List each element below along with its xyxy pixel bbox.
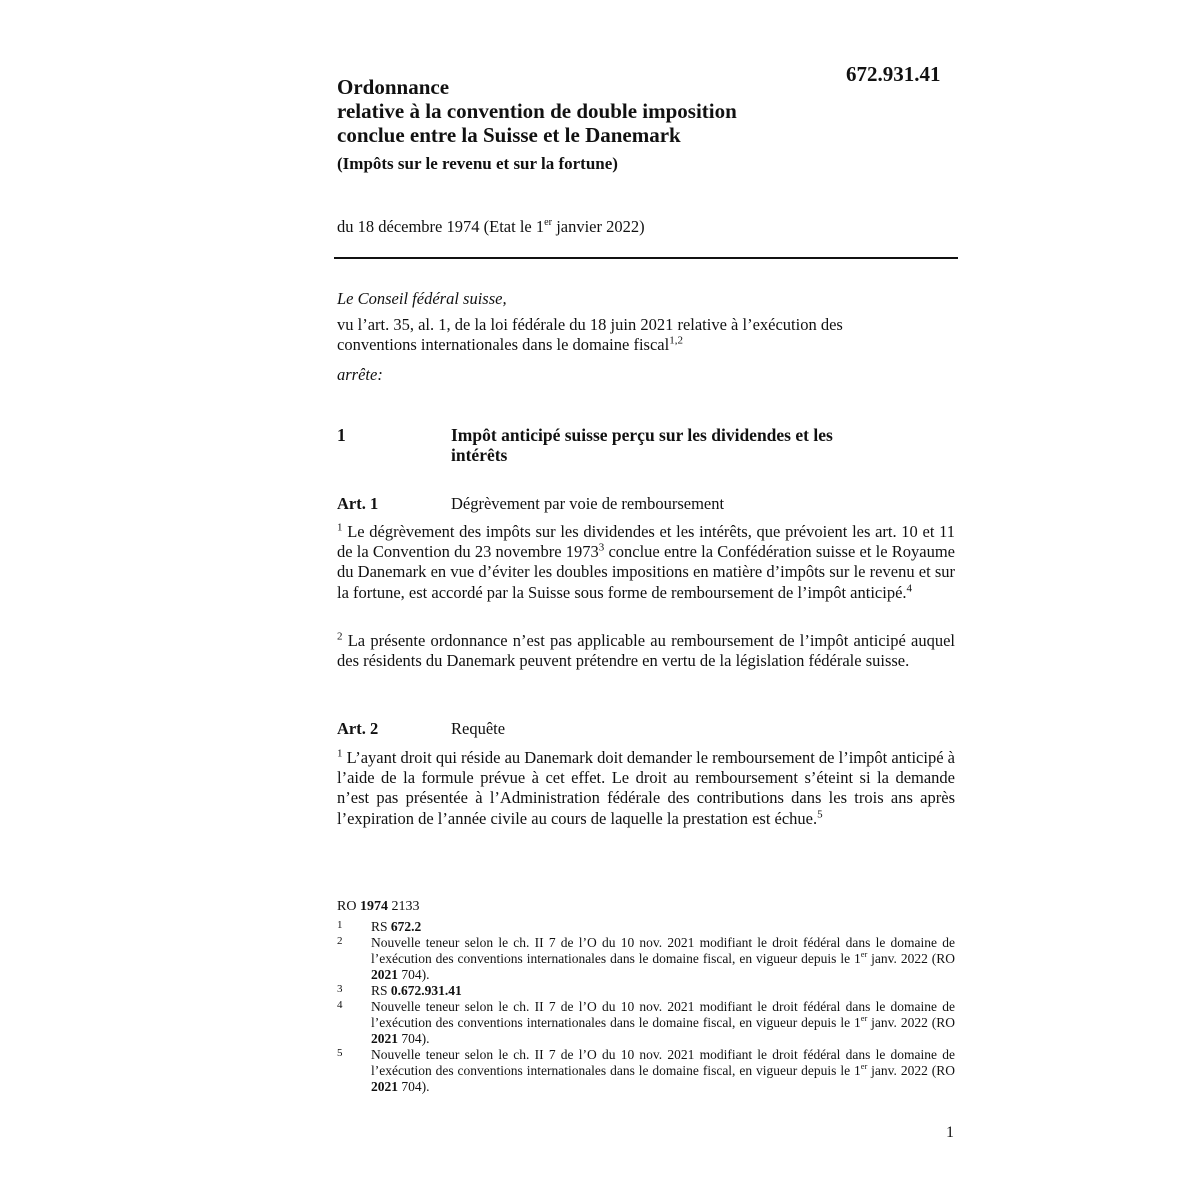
article-2-label: Art. 2 [337, 719, 379, 738]
date-text-end: janvier 2022) [552, 217, 645, 236]
footnote-superscript: er [860, 950, 868, 960]
title-line: conclue entre la Suisse et le Danemark [337, 123, 681, 147]
header-divider [334, 257, 958, 259]
section-number: 1 [337, 425, 346, 445]
footnote-1 [337, 919, 955, 935]
footnote-ref[interactable]: 5 [817, 808, 823, 821]
date-text: du 18 décembre 1974 (Etat le 1 [337, 217, 545, 236]
date-superscript: er [544, 217, 553, 228]
footnote-text: janv. 2022 (RO [867, 1063, 955, 1078]
footnote-text: RS [371, 919, 391, 934]
footnote-bold: 2021 [371, 967, 398, 982]
footnote-number: 1 [337, 919, 343, 931]
footnote-5 [337, 1047, 955, 1095]
footnote-text: RS [371, 983, 391, 998]
preamble-decree: arrête: [337, 365, 383, 384]
footnote-3 [337, 983, 955, 999]
footnote-text: 704). [398, 1079, 430, 1094]
footnote-text: janv. 2022 (RO [867, 1015, 955, 1030]
preamble-basis [337, 315, 897, 355]
footnote-superscript: er [860, 1062, 868, 1072]
footnote-bold: 2021 [371, 1031, 398, 1046]
footnote-4 [337, 999, 955, 1047]
paragraph-number: 2 [337, 630, 343, 643]
article-1-paragraph-2 [337, 631, 955, 671]
sr-number: 672.931.41 [846, 62, 941, 86]
paragraph-text: L’ayant droit qui réside au Danemark doit demander le remboursement de l’impôt anticipé à l’aide de la formule prévue à cet effet. Le droit au remboursement s’éteint si la demande n’est pas présentée à l’Administration fédérale des contributions dans les trois ans après l’expiration de l’année civile au cours de laquelle la prestation est échue. [337, 748, 955, 828]
preamble-basis-text: vu l’art. 35, al. 1, de la loi fédérale du 18 juin 2021 relative à l’exécution des conventions internationales dans le domaine fiscal [337, 315, 843, 354]
article-1-label: Art. 1 [337, 494, 379, 513]
footnote-ref[interactable]: 1,2 [669, 334, 683, 347]
ro-prefix: RO [337, 899, 360, 914]
footnote-number: 4 [337, 999, 343, 1011]
footnote-text: 704). [398, 967, 430, 982]
article-2-paragraph-1 [337, 748, 955, 829]
paragraph-text: Le dégrèvement des impôts sur les dividendes et les intérêts, que prévoient les art. 10 et 11 de la Convention du 23 novembre 1973 [337, 522, 955, 562]
title-line: relative à la convention de double imposition [337, 99, 737, 123]
footnote-bold: 2021 [371, 1079, 398, 1094]
subtitle: (Impôts sur le revenu et sur la fortune) [337, 154, 618, 173]
title-line: Ordonnance [337, 75, 450, 99]
footnote-bold: 672.2 [390, 919, 422, 934]
paragraph-number: 1 [337, 747, 343, 760]
ro-year: 1974 [359, 899, 388, 914]
paragraph-text: La présente ordonnance n’est pas applicable au remboursement de l’impôt anticipé auquel des résidents du Danemark peuvent prétendre en vertu de la législation fédérale suisse. [337, 631, 955, 671]
paragraph-number: 1 [337, 521, 343, 534]
footnote-ref[interactable]: 4 [906, 582, 913, 595]
footnote-2 [337, 935, 955, 983]
article-1-paragraph-1 [337, 522, 955, 603]
footnote-number: 3 [337, 983, 343, 995]
article-1-title: Dégrèvement par voie de remboursement [451, 494, 725, 513]
section-title: Impôt anticipé suisse perçu sur les dividendes et les intérêts [451, 425, 833, 465]
footnote-text: 704). [398, 1031, 430, 1046]
ro-reference [337, 899, 419, 915]
page-title [337, 75, 857, 147]
preamble-authority: Le Conseil fédéral suisse, [337, 289, 507, 308]
footnote-ref[interactable]: 3 [598, 541, 605, 554]
ro-page: 2133 [387, 899, 420, 914]
footnote-superscript: er [860, 1014, 868, 1024]
article-2-title: Requête [451, 719, 506, 738]
page-number: 1 [946, 1124, 954, 1141]
paragraph-text: conclue entre la Confédération suisse et le Royaume du Danemark en vue d’éviter les doubles impositions en matière d’impôts sur le revenu et sur la fortune, est accordé par la Suisse sous forme de remboursement de l’impôt anticipé. [337, 542, 955, 602]
footnote-bold: 0.672.931.41 [390, 983, 462, 998]
date-line [337, 217, 645, 237]
footnote-text: Nouvelle teneur selon le ch. II 7 de l’O du 10 nov. 2021 modifiant le droit fédéral dans le domaine de l’exécution des conventions internationales dans le domaine fiscal, en vigueur depuis le 1 [371, 935, 955, 966]
footnote-number: 5 [337, 1047, 343, 1059]
footnote-text: Nouvelle teneur selon le ch. II 7 de l’O du 10 nov. 2021 modifiant le droit fédéral dans le domaine de l’exécution des conventions internationales dans le domaine fiscal, en vigueur depuis le 1 [371, 999, 955, 1030]
footnote-text: Nouvelle teneur selon le ch. II 7 de l’O du 10 nov. 2021 modifiant le droit fédéral dans le domaine de l’exécution des conventions internationales dans le domaine fiscal, en vigueur depuis le 1 [371, 1047, 955, 1078]
footnote-text: janv. 2022 (RO [867, 951, 955, 966]
footnote-number: 2 [337, 935, 343, 947]
